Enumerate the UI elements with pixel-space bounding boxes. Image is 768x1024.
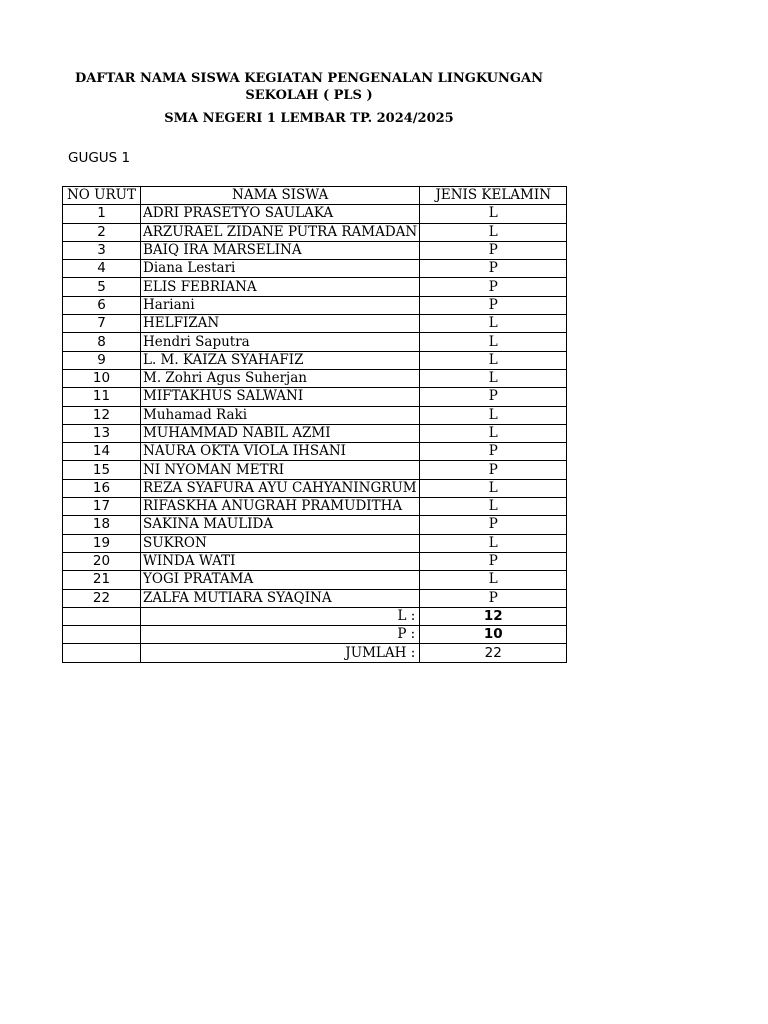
student-name: RIFASKHA ANUGRAH PRAMUDITHA (141, 498, 420, 516)
row-number: 20 (63, 552, 141, 570)
student-name: HELFIZAN (141, 315, 420, 333)
summary-value: 22 (420, 644, 567, 662)
student-gender: L (420, 498, 567, 516)
row-number: 8 (63, 333, 141, 351)
student-name: WINDA WATI (141, 552, 420, 570)
table-header-row (63, 187, 567, 205)
student-name: REZA SYAFURA AYU CAHYANINGRUM (141, 479, 420, 497)
student-gender: L (420, 424, 567, 442)
student-list-table (62, 186, 567, 663)
student-gender: L (420, 351, 567, 369)
summary-empty-cell (63, 644, 141, 662)
table-row (63, 223, 567, 241)
row-number: 5 (63, 278, 141, 296)
table-row (63, 369, 567, 387)
table-row (63, 315, 567, 333)
table-row (63, 589, 567, 607)
row-number: 21 (63, 571, 141, 589)
summary-value: 12 (420, 607, 567, 625)
summary-label: L : (141, 607, 420, 625)
summary-label: P : (141, 626, 420, 644)
school-year-heading: SMA NEGERI 1 LEMBAR TP. 2024/2025 (164, 111, 454, 126)
table-row (63, 260, 567, 278)
student-name: SUKRON (141, 534, 420, 552)
table-row (63, 351, 567, 369)
table-row (63, 205, 567, 223)
table-row (63, 443, 567, 461)
row-number: 3 (63, 241, 141, 259)
summary-row (63, 644, 567, 662)
student-gender: L (420, 534, 567, 552)
row-number: 15 (63, 461, 141, 479)
summary-empty-cell (63, 626, 141, 644)
summary-row (63, 626, 567, 644)
student-name: MIFTAKHUS SALWANI (141, 388, 420, 406)
student-name: SAKINA MAULIDA (141, 516, 420, 534)
row-number: 4 (63, 260, 141, 278)
student-name: Hendri Saputra (141, 333, 420, 351)
student-name: M. Zohri Agus Suherjan (141, 369, 420, 387)
student-name: BAIQ IRA MARSELINA (141, 241, 420, 259)
student-gender: P (420, 516, 567, 534)
table-row (63, 534, 567, 552)
row-number: 13 (63, 424, 141, 442)
row-number: 14 (63, 443, 141, 461)
table-row (63, 278, 567, 296)
summary-empty-cell (63, 607, 141, 625)
student-gender: P (420, 589, 567, 607)
student-name: Hariani (141, 296, 420, 314)
table-row (63, 406, 567, 424)
summary-row (63, 607, 567, 625)
student-gender: L (420, 479, 567, 497)
student-gender: P (420, 260, 567, 278)
summary-label: JUMLAH : (141, 644, 420, 662)
table-row (63, 571, 567, 589)
student-gender: P (420, 388, 567, 406)
document-title-line1: DAFTAR NAMA SISWA KEGIATAN PENGENALAN LINGKUNGAN (75, 71, 543, 86)
student-name: ADRI PRASETYO SAULAKA (141, 205, 420, 223)
student-name: Diana Lestari (141, 260, 420, 278)
student-name: MUHAMMAD NABIL AZMI (141, 424, 420, 442)
student-gender: P (420, 241, 567, 259)
row-number: 2 (63, 223, 141, 241)
table-row (63, 296, 567, 314)
student-name: NAURA OKTA VIOLA IHSANI (141, 443, 420, 461)
student-name: ZALFA MUTIARA SYAQINA (141, 589, 420, 607)
row-number: 12 (63, 406, 141, 424)
column-header-gender: JENIS KELAMIN (420, 187, 567, 205)
row-number: 16 (63, 479, 141, 497)
student-name: Muhamad Raki (141, 406, 420, 424)
row-number: 19 (63, 534, 141, 552)
table-row (63, 388, 567, 406)
table-row (63, 552, 567, 570)
document-title-line2: SEKOLAH ( PLS ) (245, 88, 373, 103)
row-number: 11 (63, 388, 141, 406)
student-gender: L (420, 315, 567, 333)
student-gender: L (420, 205, 567, 223)
student-gender: P (420, 461, 567, 479)
student-name: YOGI PRATAMA (141, 571, 420, 589)
row-number: 18 (63, 516, 141, 534)
row-number: 7 (63, 315, 141, 333)
column-header-name: NAMA SISWA (141, 187, 420, 205)
group-label: GUGUS 1 (68, 150, 131, 166)
table-row (63, 516, 567, 534)
table-row (63, 333, 567, 351)
student-gender: L (420, 333, 567, 351)
row-number: 22 (63, 589, 141, 607)
row-number: 1 (63, 205, 141, 223)
student-name: ELIS FEBRIANA (141, 278, 420, 296)
student-gender: P (420, 443, 567, 461)
table-row (63, 461, 567, 479)
student-gender: P (420, 278, 567, 296)
table-row (63, 498, 567, 516)
student-gender: L (420, 571, 567, 589)
student-gender: L (420, 369, 567, 387)
table-row (63, 241, 567, 259)
student-name: NI NYOMAN METRI (141, 461, 420, 479)
row-number: 17 (63, 498, 141, 516)
student-gender: P (420, 296, 567, 314)
row-number: 9 (63, 351, 141, 369)
student-gender: P (420, 552, 567, 570)
student-gender: L (420, 406, 567, 424)
student-name: ARZURAEL ZIDANE PUTRA RAMADAN (141, 223, 420, 241)
row-number: 10 (63, 369, 141, 387)
table-row (63, 424, 567, 442)
summary-value: 10 (420, 626, 567, 644)
table-row (63, 479, 567, 497)
column-header-no: NO URUT (63, 187, 141, 205)
row-number: 6 (63, 296, 141, 314)
student-name: L. M. KAIZA SYAHAFIZ (141, 351, 420, 369)
student-gender: L (420, 223, 567, 241)
